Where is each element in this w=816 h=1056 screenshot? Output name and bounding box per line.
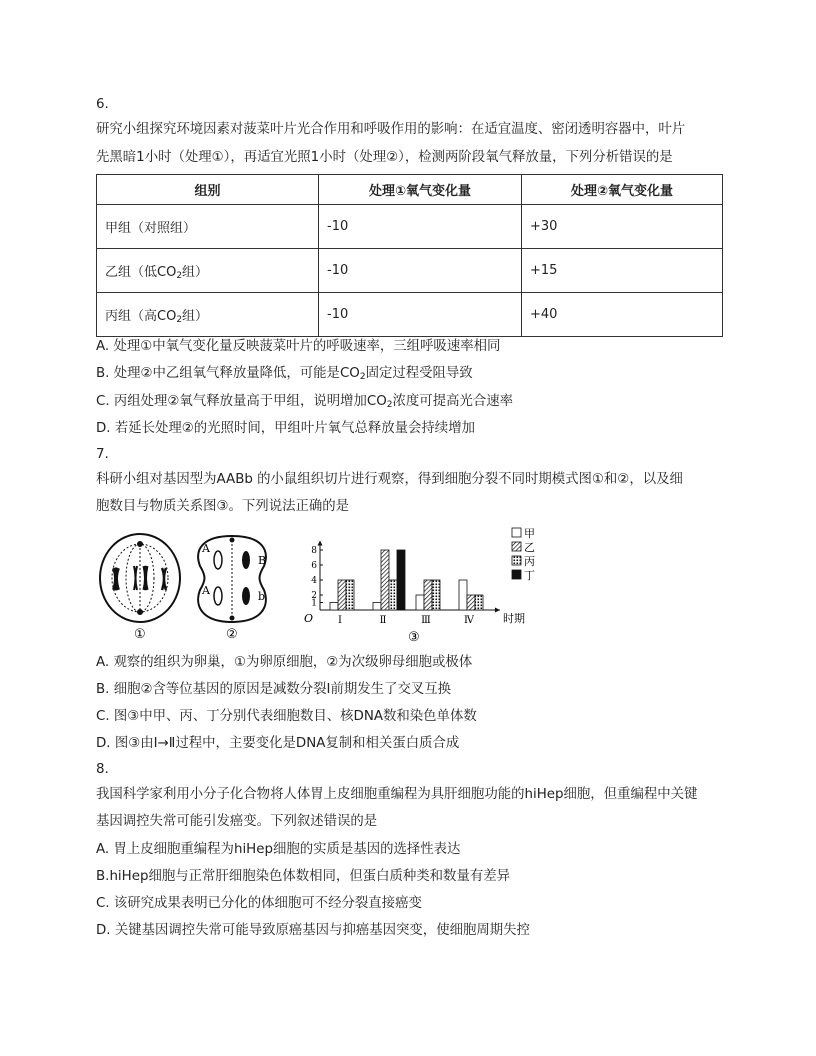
cell-diagram-1	[96, 530, 186, 642]
gene-label: b	[258, 590, 266, 603]
gene-label: B	[258, 554, 267, 567]
y-tick-label: 8	[311, 546, 317, 556]
origin-label: O	[304, 612, 314, 625]
legend-swatch	[512, 542, 521, 551]
q7-option-c: C. 图③中甲、丙、丁分别代表细胞数目、核DNA数和染色单体数	[96, 709, 477, 724]
q7-stem-line1: 科研小组对基因型为AABb 的小鼠组织切片进行观察，得到细胞分裂不同时期模式图①和②，以及细	[96, 472, 683, 487]
cell2-label: ②	[226, 627, 238, 642]
y-axis-arrow	[318, 541, 323, 546]
row-group: 乙组（低$CO_2$组）	[97, 249, 319, 293]
legend-swatch	[512, 556, 521, 565]
x-axis-title: 时期	[503, 612, 525, 625]
header-group: 组别	[97, 175, 319, 205]
row-value2: +15	[522, 249, 723, 293]
y-tick-label: 4	[311, 576, 317, 586]
x-tick-label: Ⅱ	[379, 615, 387, 626]
legend-swatch	[512, 528, 521, 537]
bar-甲	[416, 595, 424, 610]
legend-label: 丁	[524, 569, 535, 582]
q7-number: 7.	[96, 447, 109, 462]
cell-diagram-2	[192, 530, 274, 642]
bar-丙	[475, 595, 483, 610]
q6-stem-line1: 研究小组探究环境因素对菠菜叶片光合作用和呼吸作用的影响：在适宜温度、密闭透明容器中，叶片	[96, 122, 686, 137]
y-tick-label: 2	[311, 591, 317, 601]
bar-乙	[338, 580, 346, 610]
q8-stem-line2: 基因调控失常可能引发癌变。下列叙述错误的是	[96, 814, 378, 829]
gene-label: A	[202, 542, 210, 555]
bar-丙	[432, 580, 440, 610]
row-value2: +40	[522, 293, 723, 337]
q7-option-b: B. 细胞②含等位基因的原因是减数分裂Ⅰ前期发生了交叉互换	[96, 682, 452, 697]
q6-option-a: A. 处理①中氧气变化量反映菠菜叶片的呼吸速率，三组呼吸速率相同	[96, 339, 501, 354]
bar-甲	[330, 603, 338, 611]
y-tick-label: 1	[311, 598, 317, 609]
q8-option-b: B.hiHep细胞与正常肝细胞染色体数相同，但蛋白质种类和数量有差异	[96, 869, 511, 884]
bar-chart	[300, 520, 550, 644]
q8-stem-line1: 我国科学家利用小分子化合物将人体胃上皮细胞重编程为具肝细胞功能的hiHep细胞，但重编程中关键	[96, 787, 698, 802]
q7-option-a: A. 观察的组织为卵巢，①为卵原细胞，②为次级卵母细胞或极体	[96, 655, 473, 670]
x-tick-label: Ⅲ	[421, 615, 431, 626]
cell1-label: ①	[134, 627, 146, 642]
bar-乙	[424, 580, 432, 610]
bar-甲	[373, 603, 381, 611]
x-axis-arrow	[495, 608, 500, 613]
gene-label: A	[202, 584, 210, 597]
table-header-row	[97, 175, 723, 205]
q6-number: 6.	[96, 97, 109, 112]
y-tick-label: 6	[311, 561, 317, 571]
bar-丙	[346, 580, 354, 610]
q6-option-b: B. 处理②中乙组氧气释放量降低，可能是$CO_2$固定过程受阻导致	[96, 366, 473, 382]
q8-option-c: C. 该研究成果表明已分化的体细胞可不经分裂直接癌变	[96, 896, 422, 911]
row-value1: -10	[319, 205, 522, 249]
row-value1: -10	[319, 293, 522, 337]
bar-乙	[381, 550, 389, 610]
q6-option-d: D. 若延长处理②的光照时间，甲组叶片氧气总释放量会持续增加	[96, 421, 475, 436]
header-treatment1: 处理①氧气变化量	[319, 175, 522, 205]
table-row	[97, 249, 723, 293]
row-group: 甲组（对照组）	[97, 205, 319, 249]
header-treatment2: 处理②氧气变化量	[522, 175, 723, 205]
legend-swatch	[512, 570, 521, 579]
row-group: 丙组（高$CO_2$组）	[97, 293, 319, 337]
table-row	[97, 205, 723, 249]
q6-option-c: C. 丙组处理②氧气释放量高于甲组，说明增加$CO_2$浓度可提高光合速率	[96, 394, 514, 410]
bar-乙	[467, 595, 475, 610]
q8-option-d: D. 关键基因调控失常可能导致原癌基因与抑癌基因突变，使细胞周期失控	[96, 923, 530, 938]
row-value2: +30	[522, 205, 723, 249]
q8-number: 8.	[96, 762, 109, 777]
legend-label: 丙	[524, 555, 535, 568]
bar-丁	[397, 550, 405, 610]
bar-甲	[459, 580, 467, 610]
x-tick-label: Ⅳ	[464, 615, 474, 626]
legend-label: 乙	[524, 541, 535, 554]
q6-stem-line2: 先黑暗1小时（处理①），再适宜光照1小时（处理②），检测两阶段氧气释放量，下列分析错误的是	[96, 150, 673, 165]
q6-data-table	[96, 174, 723, 337]
legend-label: 甲	[524, 527, 535, 540]
chart-label: ③	[408, 630, 420, 644]
row-value1: -10	[319, 249, 522, 293]
q7-option-d: D. 图③由Ⅰ→Ⅱ过程中，主要变化是DNA复制和相关蛋白质合成	[96, 736, 460, 751]
q8-option-a: A. 胃上皮细胞重编程为hiHep细胞的实质是基因的选择性表达	[96, 842, 461, 857]
table-row	[97, 293, 723, 337]
bar-丙	[389, 580, 397, 610]
x-tick-label: Ⅰ	[338, 615, 342, 626]
q7-stem-line2: 胞数目与物质关系图③。下列说法正确的是	[96, 499, 350, 514]
